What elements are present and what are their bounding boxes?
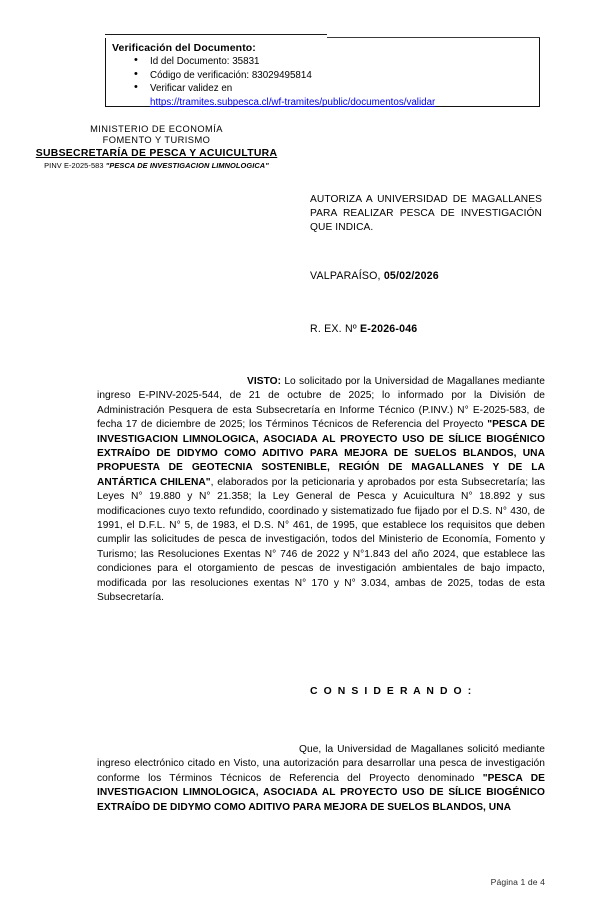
bullet-icon: •: [134, 81, 138, 94]
verification-box: [105, 38, 540, 107]
considerando-heading: C O N S I D E R A N D O :: [310, 686, 473, 697]
subsecretaria-title: SUBSECRETARÍA DE PESCA Y ACUICULTURA: [35, 148, 278, 160]
document-date: 05/02/2026: [383, 270, 439, 282]
authorization-subject: AUTORIZA A UNIVERSIDAD DE MAGALLANES PARA REALIZAR PESCA DE INVESTIGACIÓN QUE INDICA.: [310, 194, 542, 234]
visto-text-part-2: , elaborados por la peticionaria y aprobados por esta Subsecretaría; las Leyes N° 19.880 y N° 21.358; la Ley General de Pesca y Acuicultura N° 18.892 y sus modificaciones cuyo texto refundido, coordinado y sistematizado fue fijado por el D.S. N° 430, de 1991, el D.F.L. N° 5, de 1983, el D.S. N° 461, de 1995, que establece los requisitos que deben cumplir las solicitudes de pesca de investigación, todos del Ministerio de Economía, Fomento y Turismo; las Resoluciones Exentas N° 746 de 2022 y N°1.843 del año 2024, que establece las condiciones para el otorgamiento de pescas de investigación ambientales de bajo impacto, modificada por las resoluciones exentas N° 170 y N° 3.034, ambas de 2025, todas de esta Subsecretaría.: [97, 476, 545, 604]
que-text-part-1: Que, la Universidad de Magallanes solicitó mediante ingreso electrónico citado en Visto, una autorización para desarrollar una pesca de investigación conforme los Términos Técnicos de Referencia del Proyecto denominado: [97, 744, 545, 784]
list-item: [112, 55, 533, 69]
resolution-value: E-2026-046: [360, 323, 418, 335]
verification-title: Verificación del Documento:: [112, 42, 256, 54]
que-paragraph: [97, 743, 545, 815]
verification-box-top-rule: [105, 34, 327, 35]
pinv-code: PINV E-2025-583: [44, 160, 106, 170]
bullet-icon: •: [134, 54, 138, 66]
verification-list: [112, 55, 533, 96]
pinv-reference: [14, 161, 299, 170]
verification-item-id: Id del Documento: 35831: [150, 56, 260, 67]
bullet-icon: •: [134, 67, 138, 80]
visto-project-title: "PESCA DE INVESTIGACION LIMNOLOGICA, ASOCIADA AL PROYECTO USO DE SÍLICE BIOGÉNICO EXTRAÍDO DE DIDYMO COMO ADITIVO PARA MEJORA DE SUELOS BLANDOS, UNA PROPUESTA DE GEOTECNIA SOSTENIBLE, REGIÓN DE MAGALLANES Y DE LA ANTÁRTICA CHILENA": [97, 419, 545, 488]
resolution-label: R. EX. Nº: [310, 323, 361, 335]
visto-label: VISTO:: [247, 376, 282, 387]
place-and-date: [310, 269, 439, 283]
verification-url-link[interactable]: https://tramites.subpesca.cl/wf-tramites/public/documentos/validar: [150, 96, 436, 108]
letterhead: [14, 124, 299, 170]
resolution-number: [310, 322, 417, 336]
ministry-line-1: MINISTERIO DE ECONOMÍA: [90, 124, 223, 134]
visto-text-part-1: Lo solicitado por la Universidad de Magallanes mediante ingreso E-PINV-2025-544, de 21 de octubre de 2025; lo informado por la División de Administración Pesquera de esta Subsecretaría en Informe Técnico (P.INV.) N° E-2025-583, de fecha 17 de diciembre de 2025; los Términos Técnicos de Referencia del Proyecto: [97, 376, 545, 431]
visto-paragraph: [97, 375, 545, 606]
pinv-project-title: "PESCA DE INVESTIGACION LIMNOLOGICA": [105, 160, 269, 170]
verification-item-code: Código de verificación: 83029495814: [150, 69, 312, 81]
place-label: VALPARAÍSO,: [310, 270, 384, 282]
verification-item-validate: Verificar validez en: [150, 83, 233, 95]
ministry-line-2: FOMENTO Y TURISMO: [102, 135, 211, 146]
page-number: Página 1 de 4: [490, 877, 545, 887]
que-project-title: "PESCA DE INVESTIGACION LIMNOLOGICA, ASOCIADA AL PROYECTO USO DE SÍLICE BIOGÉNICO EXTRAÍDO DE DIDYMO COMO ADITIVO PARA MEJORA DE SUELOS BLANDOS, UNA: [97, 772, 545, 813]
list-item: [112, 82, 533, 96]
list-item: [112, 69, 533, 83]
